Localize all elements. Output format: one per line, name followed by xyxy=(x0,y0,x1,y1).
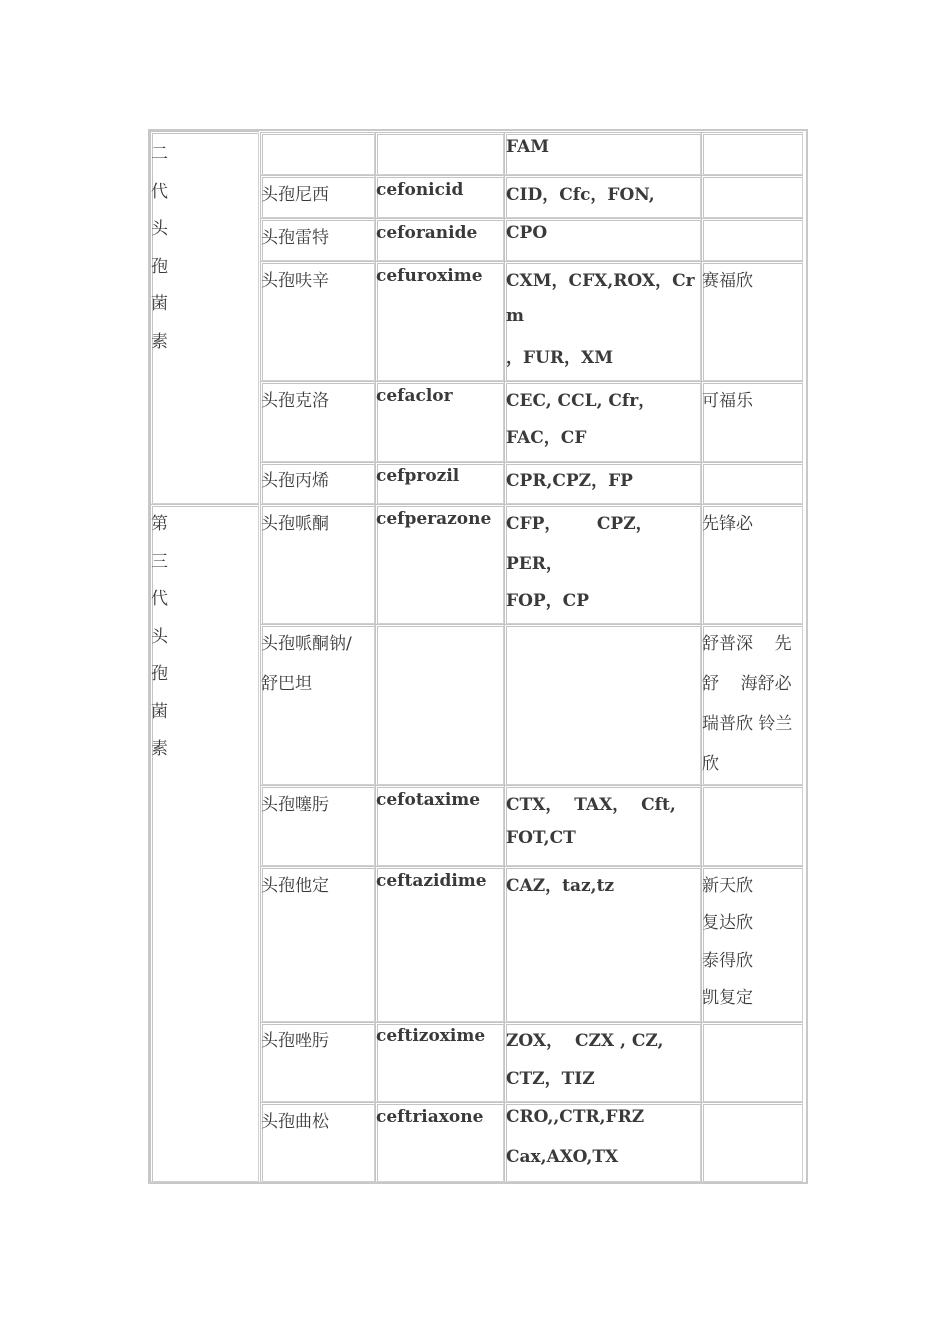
abbr-text: CPR,CPZ，FP xyxy=(506,471,633,491)
abbr-text: Cax,AXO,TX xyxy=(506,1147,619,1167)
table-cell xyxy=(701,1102,803,1182)
table-cell xyxy=(701,785,803,866)
abbr-text: CEC, CCL, Cfr， xyxy=(506,391,656,411)
abbr-text: FAM xyxy=(506,137,550,157)
drug-en-name: cefaclor xyxy=(376,386,453,406)
brand-name: 舒普深 先 xyxy=(702,634,792,654)
drug-cn-name: 头孢呋辛 xyxy=(261,271,329,291)
abbr-text: FOT,CT xyxy=(506,828,576,848)
brand-name: 瑞普欣 铃兰 xyxy=(702,714,793,734)
drug-en-name: cefonicid xyxy=(376,180,464,200)
abbr-text: CID，Cfc，FON, xyxy=(506,185,655,205)
table-cell xyxy=(375,624,504,785)
table-cell xyxy=(375,132,504,175)
drug-en-name: ceftriaxone xyxy=(376,1107,484,1127)
drug-cn-name: 头孢噻肟 xyxy=(261,795,329,815)
table-cell xyxy=(701,218,803,261)
brand-name: 赛福欣 xyxy=(702,271,753,291)
drug-cn-name: 头孢他定 xyxy=(261,876,329,896)
drug-en-name: cefprozil xyxy=(376,466,460,486)
drug-cn-name: 头孢哌酮钠/ xyxy=(261,634,352,654)
drug-cn-name: 头孢雷特 xyxy=(261,228,329,248)
abbr-text: ZOX， CZX , CZ, xyxy=(506,1031,664,1051)
drug-cn-name: 头孢曲松 xyxy=(261,1112,329,1132)
drug-cn-name: 头孢克洛 xyxy=(261,391,329,411)
abbr-text: CFP， CPZ， xyxy=(506,514,653,534)
drug-en-name: ceftazidime xyxy=(376,871,487,891)
abbr-text: FOP，CP xyxy=(506,591,589,611)
table-cell xyxy=(504,624,701,785)
group-label-second-gen: 二 代 头 孢 菌 素 xyxy=(151,144,168,352)
drug-cn-name: 头孢哌酮 xyxy=(261,514,329,534)
drug-cn-name: 头孢尼西 xyxy=(261,185,329,205)
brand-name: 新天欣 xyxy=(702,876,753,896)
brand-name: 先锋必 xyxy=(702,514,753,534)
brand-name: 复达欣 xyxy=(702,913,753,933)
brand-name: 舒 海舒必 xyxy=(702,674,792,694)
abbr-text: FAC，CF xyxy=(506,428,587,448)
group-label-third-gen: 第 三 代 头 孢 菌 素 xyxy=(151,514,168,759)
drug-en-name: cefuroxime xyxy=(376,266,483,286)
abbr-text: CRO,,CTR,FRZ xyxy=(506,1107,645,1127)
abbr-text: ，FUR，XM xyxy=(506,348,614,368)
drug-en-name: ceftizoxime xyxy=(376,1026,486,1046)
table-cell xyxy=(260,132,375,175)
abbr-text: m xyxy=(506,306,524,326)
abbr-text: CAZ，taz,tz xyxy=(506,876,615,896)
table-cell xyxy=(701,132,803,175)
drug-cn-name-line2: 舒巴坦 xyxy=(261,674,312,694)
drug-en-name: cefotaxime xyxy=(376,790,481,810)
abbr-text: CXM，CFX,ROX，Cr xyxy=(506,271,695,291)
brand-name: 凯复定 xyxy=(702,988,753,1008)
abbr-text: CTX， TAX， Cft, xyxy=(506,795,676,815)
drug-cn-name: 头孢丙烯 xyxy=(261,471,329,491)
abbr-text: PER， xyxy=(506,554,563,574)
abbr-text: CTZ，TIZ xyxy=(506,1069,595,1089)
drug-en-name: ceforanide xyxy=(376,223,478,243)
brand-name: 泰得欣 xyxy=(702,951,753,971)
table-cell xyxy=(701,175,803,218)
abbr-text: CPO xyxy=(506,223,548,243)
table-cell xyxy=(701,462,803,504)
brand-name: 可福乐 xyxy=(702,391,753,411)
drug-cn-name: 头孢唑肟 xyxy=(261,1031,329,1051)
table-cell xyxy=(701,1022,803,1102)
drug-en-name: cefperazone xyxy=(376,509,492,529)
brand-name: 欣 xyxy=(702,754,719,774)
